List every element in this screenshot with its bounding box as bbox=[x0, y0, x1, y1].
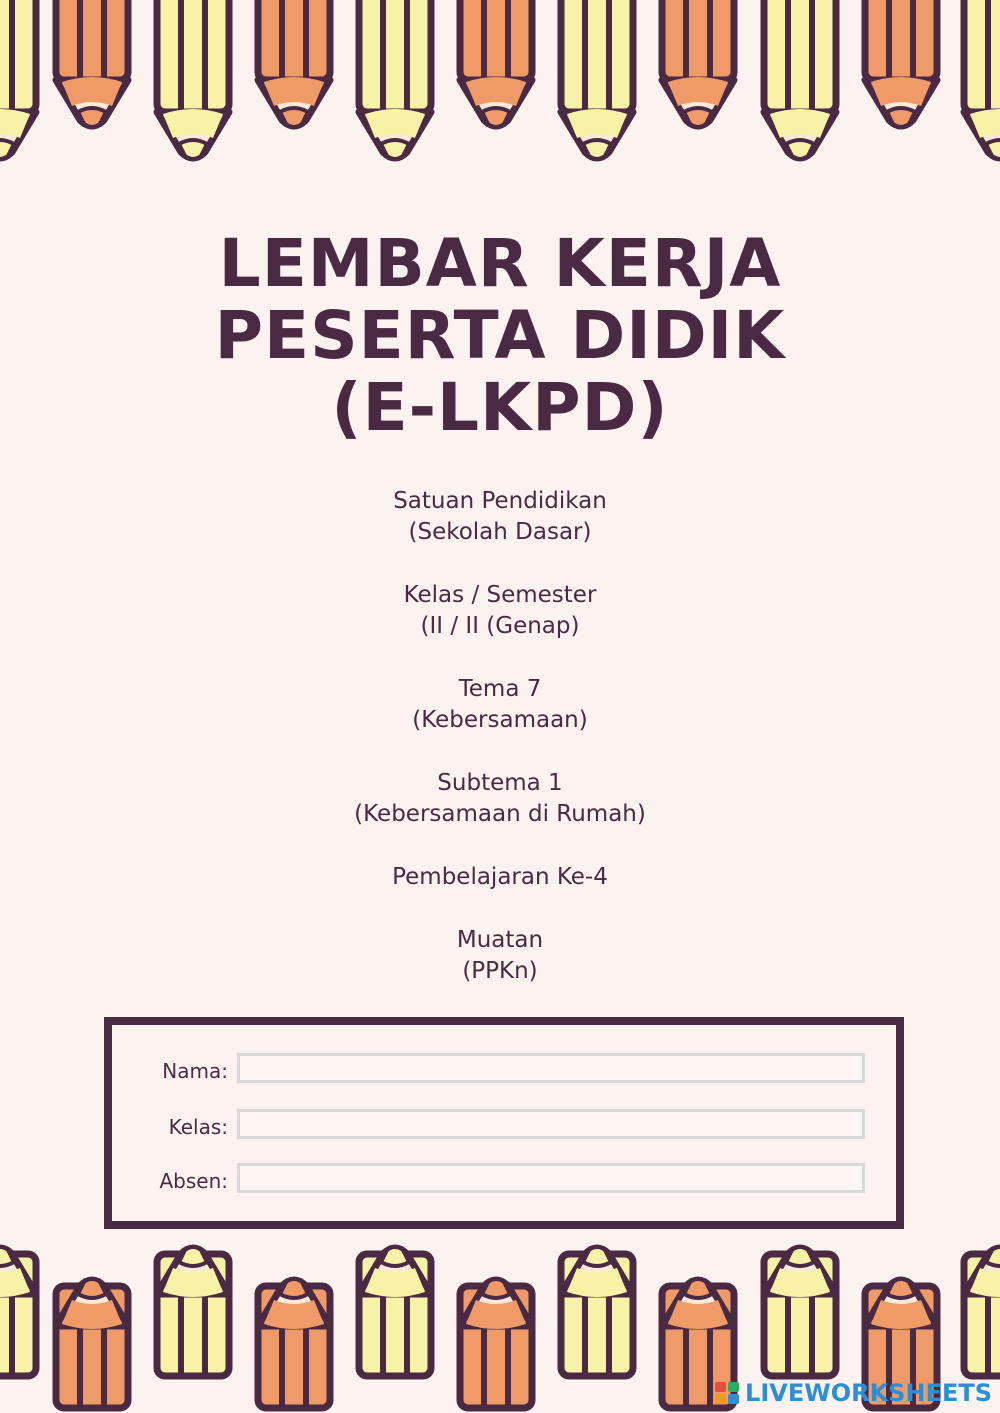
page-title bbox=[0, 225, 1000, 446]
info-label: Satuan Pendidikan bbox=[393, 488, 607, 514]
info-label: Kelas / Semester bbox=[403, 582, 597, 608]
absen-label: Absen: bbox=[159, 1169, 228, 1193]
pencil-icon bbox=[157, 1247, 229, 1376]
info-value: (Kebersamaan di Rumah) bbox=[354, 801, 646, 827]
pencil-icon bbox=[561, 0, 633, 159]
watermark-text: LIVEWORKSHEETS bbox=[745, 1379, 992, 1407]
info-muatan bbox=[0, 925, 1000, 987]
info-value: (Kebersamaan) bbox=[412, 707, 588, 733]
info-section bbox=[0, 486, 1000, 1019]
pencil-icon bbox=[56, 1279, 128, 1408]
pencil-icon bbox=[662, 0, 734, 127]
absen-input[interactable] bbox=[237, 1163, 865, 1193]
nama-input[interactable] bbox=[237, 1053, 865, 1083]
pencil-icon bbox=[359, 0, 431, 159]
pencil-icon bbox=[561, 1247, 633, 1376]
pencil-icon bbox=[157, 0, 229, 159]
info-value: (Sekolah Dasar) bbox=[408, 519, 592, 545]
info-label: Tema 7 bbox=[458, 676, 542, 702]
info-tema bbox=[0, 674, 1000, 736]
pencil-icon bbox=[56, 0, 128, 127]
info-label: Muatan bbox=[456, 927, 544, 953]
title-line-1: LEMBAR KERJA bbox=[218, 225, 782, 302]
top-pencil-border bbox=[0, 0, 1000, 175]
pencil-icon bbox=[460, 1279, 532, 1408]
form-row-absen bbox=[112, 1163, 896, 1199]
pencil-icon bbox=[964, 0, 1000, 159]
pencil-icon bbox=[359, 1247, 431, 1376]
pencil-icon bbox=[0, 0, 36, 159]
kelas-label: Kelas: bbox=[168, 1115, 228, 1139]
info-value: (PPKn) bbox=[462, 958, 538, 984]
info-subtema bbox=[0, 768, 1000, 830]
info-pembelajaran bbox=[0, 862, 1000, 893]
liveworksheets-watermark bbox=[745, 1379, 992, 1407]
info-satuan-pendidikan bbox=[0, 486, 1000, 548]
pencil-icon bbox=[460, 0, 532, 127]
pencil-icon bbox=[865, 0, 937, 127]
kelas-input[interactable] bbox=[237, 1109, 865, 1139]
student-form bbox=[104, 1017, 904, 1229]
pencil-icon bbox=[0, 1247, 36, 1376]
form-row-nama bbox=[112, 1053, 896, 1089]
pencil-icon bbox=[964, 1247, 1000, 1376]
pencil-icon bbox=[764, 1247, 836, 1376]
pencil-icon bbox=[258, 0, 330, 127]
form-row-kelas bbox=[112, 1109, 896, 1145]
pencil-icon bbox=[258, 1279, 330, 1408]
info-kelas-semester bbox=[0, 580, 1000, 642]
info-label: Pembelajaran Ke-4 bbox=[392, 864, 608, 890]
nama-label: Nama: bbox=[162, 1059, 228, 1083]
liveworksheets-logo-icon bbox=[715, 1382, 739, 1404]
title-line-3: (E-LKPD) bbox=[331, 369, 669, 446]
info-label: Subtema 1 bbox=[437, 770, 563, 796]
title-line-2: PESERTA DIDIK bbox=[214, 297, 786, 374]
pencil-icon bbox=[764, 0, 836, 159]
info-value: (II / II (Genap) bbox=[420, 613, 580, 639]
